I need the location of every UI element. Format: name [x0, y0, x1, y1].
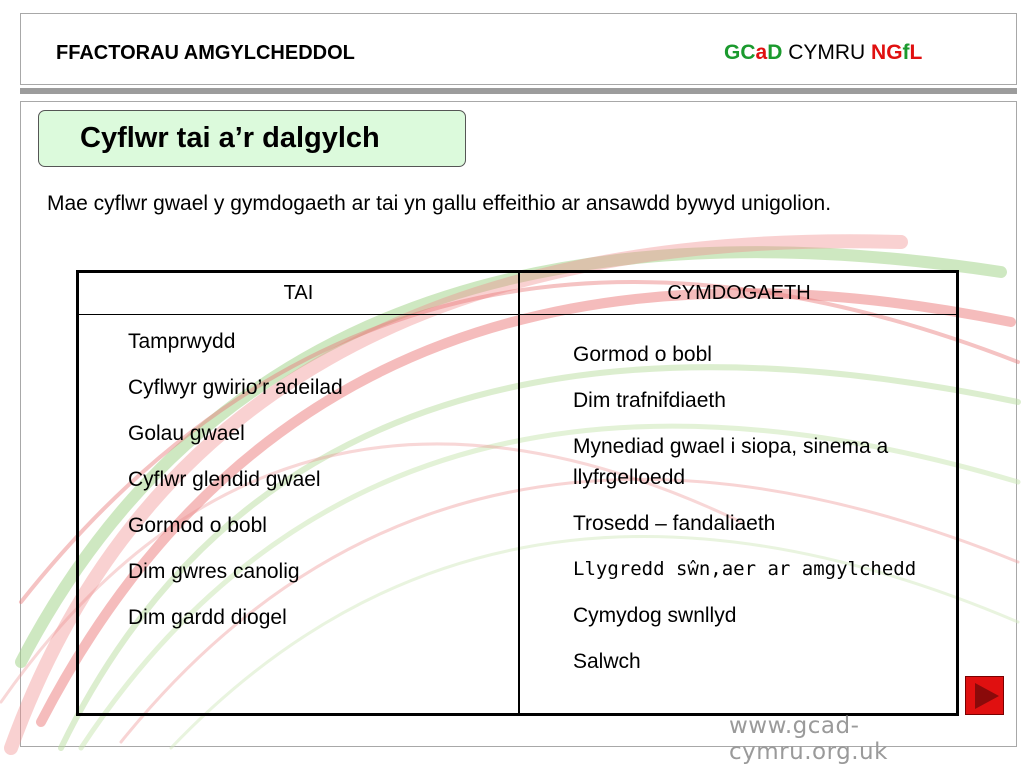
header-cymdogaeth: CYMDOGAETH [667, 282, 811, 304]
list-item: Salwch [573, 650, 641, 673]
footer-url: www.gcad-cymru.org.uk [729, 713, 888, 765]
list-item: Cyflwyr gwirio’r adeilad [128, 376, 343, 399]
list-item: Cyflwr glendid gwael [128, 468, 321, 491]
list-item: Gormod o bobl [128, 514, 267, 537]
list-item: Dim gardd diogel [128, 606, 287, 629]
list-item: Golau gwael [128, 422, 245, 445]
cymdogaeth-list [573, 339, 953, 692]
header-bar [20, 13, 1017, 85]
column-divider [518, 273, 520, 713]
slide-title: Cyflwr tai a’r dalgylch [38, 110, 466, 167]
brand-ng: NG [871, 41, 903, 64]
brand-cymru: CYMRU [782, 41, 872, 64]
header-tai: TAI [283, 282, 314, 304]
comparison-table [76, 270, 959, 716]
list-item: Dim trafnifdiaeth [573, 389, 726, 412]
tai-list [128, 330, 343, 652]
intro-text: Mae cyflwr gwael y gymdogaeth ar tai yn gallu effeithio ar ansawdd bywyd unigolion. [47, 192, 832, 215]
slide-panel [20, 101, 1017, 765]
header-separator [20, 88, 1017, 94]
list-item: Llygredd sŵn,aer ar amgylchedd [573, 558, 917, 580]
list-item: Trosedd – fandaliaeth [573, 512, 776, 535]
list-item: Mynediad gwael i siopa, sinema a llyfrgelloedd [573, 435, 889, 489]
play-arrow-icon [975, 683, 999, 709]
brand-d: D [767, 41, 783, 64]
list-item: Dim gwres canolig [128, 560, 300, 583]
list-item: Cymydog swnllyd [573, 604, 737, 627]
brand-f: f [902, 41, 910, 64]
next-slide-button[interactable] [965, 676, 1004, 715]
header-title: FFACTORAU AMGYLCHEDDOL [56, 42, 355, 64]
brand-logo [724, 41, 922, 65]
brand-l: L [909, 41, 923, 64]
brand-gc: GC [724, 41, 756, 64]
brand-a: a [755, 41, 768, 64]
list-item: Gormod o bobl [573, 343, 712, 366]
list-item: Tamprwydd [128, 330, 236, 353]
